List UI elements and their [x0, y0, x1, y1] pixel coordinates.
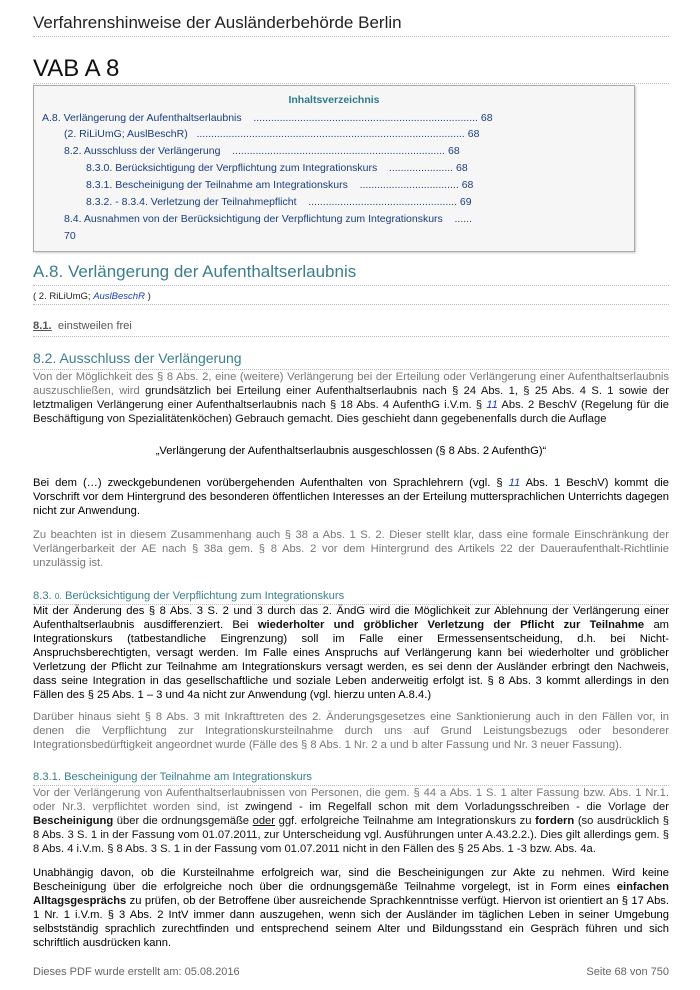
toc-item[interactable]: (2. RiLiUmG; AuslBeschR) ............................................................................................ 68: [64, 128, 480, 140]
section-8-3-0-para-2: Darüber hinaus sieht § 8 Abs. 3 mit Inkrafttreten des 2. Änderungsgesetzes eine Sanktionierung auch in den Fällen vor, in denen die Verpflichtung zur Integrationskursteilnahme durch uns auf Grund Leistungsbezugs oder besonderer Integrationsbedürftigkeit angeordnet wurde (Fälle des § 8 Abs. 1 Nr. 2 a und b alter Fassung und Nr. 3 neuer Fassung).: [33, 711, 669, 751]
toc-item-page[interactable]: 68: [461, 179, 474, 191]
site-title: Verfahrenshinweise der Ausländerbehörde Berlin: [33, 13, 402, 32]
section-8-2-para-3: Zu beachten ist in diesem Zusammenhang auch § 38 a Abs. 1 S. 2. Dieser stellt klar, dass eine formale Einschränkung der Verlängerbarkeit der AE nach § 38a gem. § 8 Abs. 2 vor dem Hintergrund des Artikels 22 der Daueraufenthalt-Richtlinie unzulässig ist.: [33, 529, 669, 569]
beschv-11-link[interactable]: 11: [486, 399, 498, 411]
page-title: VAB A 8: [33, 55, 120, 82]
toc-item[interactable]: 8.4. Ausnahmen von der Berücksichtigung der Verpflichtung zum Integrationskurs ......: [64, 213, 472, 225]
section-8-3-1-para-2: Unabhängig davon, ob die Kursteilnahme erfolgreich war, sind die Bescheinigungen zur Akte zu nehmen. Wird keine Bescheinigung über die erfolgreiche noch über die ordnungsgemäße Teilnahme vorgelegt, ist in Form eines einfachen Alltagsgesprächs zu prüfen, ob der Betroffene über ausreichende Sprachkenntnisse verfügt. Hiervon ist orientiert an § 17 Abs. 1 Nr. 1 i.V.m. § 3 Abs. 2 IntV immer dann auszugehen, wenn sich der Ausländer im täglichen Leben in seiner Umgebung selbstständig sprachlich zurechtfinden und entsprechend seinem Alter und Bildungsstand ein Gespräch führen und sich schriftlich ausdrücken kann.: [33, 867, 669, 949]
divider: [33, 304, 669, 305]
toc-item-page[interactable]: 68: [456, 162, 468, 174]
toc-item[interactable]: 8.3.2. - 8.3.4. Verletzung der Teilnahmepflicht ................................................... 69: [86, 196, 472, 208]
quote: „Verlängerung der Aufenthaltserlaubnis ausgeschlossen (§ 8 Abs. 2 AufenthG)“: [155, 445, 547, 457]
toc-item[interactable]: 8.2. Ausschluss der Verlängerung ......................................................................... 68: [64, 145, 460, 157]
beschv-11-link[interactable]: 11: [508, 477, 521, 489]
footer-page-number: Seite 68 von 750: [586, 966, 669, 978]
toc-item-page[interactable]: 68: [448, 145, 460, 157]
toc-item-page[interactable]: 68: [467, 128, 480, 140]
section-8-2-title: 8.2. Ausschluss der Verlängerung: [33, 350, 242, 366]
section-8-3-0-title: 8.3. 0. Berücksichtigung der Verpflichtung zum Integrationskurs: [33, 590, 345, 602]
section-8-3-1-title: 8.3.1. Bescheinigung der Teilnahme am Integrationskurs: [33, 771, 313, 783]
toc-item-label[interactable]: (2. RiLiUmG; AuslBeschR): [64, 128, 188, 140]
divider: [33, 336, 669, 337]
section-8-3-1-para-1: Vor der Verlängerung von Aufenthaltserlaubnissen von Personen, die gem. § 44 a Abs. 1 S. 1 alter Fassung bzw. Abs. 1 Nr.1. oder Nr.3. verpflichtet worden sind, ist zwingend - im Regelfall schon mit dem Vorladungsschreiben - die Vorlage der Bescheinigung über die ordnungsgemäße oder ggf. erfolgreiche Teilnahme am Integrationskurs zu fordern (so ausdrücklich § 8 Abs. 3 S. 1 in der Fassung vom 01.07.2011, zur Unterscheidung vgl. Ausführungen unter A.43.2.2.). Dies gilt allerdings gem. § 8 Abs. 4 i.V.m. § 8 Abs. 3 S. 1 in der Fassung vom 01.07.2011 nicht in den Fällen des § 25 Abs. 1 -3 bzw. Abs. 4a.: [33, 787, 669, 855]
section-8-2-para-2: Bei dem (…) zweckgebundenen vorübergehenden Aufenthalten von Sprachlehrern (vgl. § 11 Abs. 1 BeschV) kommt die Vorschrift vor dem Hintergrund des besonderen öffentlichen Interesses an der Erteilung muttersprachlichen Unterrichts dagegen nicht zur Anwendung.: [33, 477, 669, 517]
divider: [33, 36, 669, 37]
section-8-3-0-para-1: Mit der Änderung des § 8 Abs. 3 S. 2 und 3 durch das 2. ÄndG wird die Möglichkeit zur Ablehnung der Verlängerung einer Aufenthaltserlaubnis ausdifferenziert. Bei wiederholter und gröblicher Verletzung der Pflicht zur Teilnahme am Integrationskurs (tatbestandliche Eingrenzung) soll im Falle einer Ermessensentscheidung, d.h. bei Nicht-Anspruchsberechtigten, versagt werden. Im Falle eines Anspruchs auf Verlängerung kann bei wiederholter und gröblicher Verletzung der Pflicht zur Teilnahme am Integrationskurs versagt werden, es sei denn der Ausländer erbringt den Nachweis, dass seine Integration in das gesellschaftliche und soziale Leben anderweitig erfolgt ist. § 8 Abs. 3 kommt allerdings in den Fällen des § 25 Abs. 1 – 3 und 4a nicht zur Anwendung (vgl. hierzu unten A.8.4.): [33, 605, 670, 701]
toc-item-label[interactable]: 8.3.0. Berücksichtigung der Verpflichtung zum Integrationskurs: [86, 162, 378, 174]
toc-item[interactable]: A.8. Verlängerung der Aufenthaltserlaubnis ............................................................................. 68: [42, 112, 493, 124]
toc-item-label[interactable]: 8.3.2. - 8.3.4. Verletzung der Teilnahmepflicht: [86, 196, 297, 208]
toc-item-label[interactable]: 8.3.1. Bescheinigung der Teilnahme am Integrationskurs: [86, 179, 348, 191]
source-reference: ( 2. RiLiUmG; AuslBeschR ): [33, 291, 151, 302]
table-of-contents: [33, 85, 635, 252]
toc-item-page[interactable]: 69: [459, 196, 472, 208]
section-8-1: 8.1. einstweilen frei: [33, 320, 132, 332]
footer-created-date: Dieses PDF wurde erstellt am: 05.08.2016: [33, 966, 240, 978]
divider: [33, 83, 669, 84]
section-8-2-para-1: Von der Möglichkeit des § 8 Abs. 2, eine (weitere) Verlängerung bei der Erteilung oder Verlängerung einer Aufenthaltserlaubnis auszuschließen, wird grundsätzlich bei Erteilung einer Aufenthaltserlaubnis nach § 24 Abs. 1, § 25 Abs. 4 S. 1 sowie der letztmaligen Verlängerung einer Aufenthaltserlaubnis nach § 18 Abs. 4 AufenthG i.V.m. § 11 Abs. 2 BeschV (Regelung für die Beschäftigung von Spezialitätenköchen) Gebrauch gemacht. Dies geschieht dann gegebenenfalls durch die Auflage: [33, 371, 669, 425]
toc-item-label[interactable]: A.8. Verlängerung der Aufenthaltserlaubnis: [42, 112, 242, 124]
toc-item-label[interactable]: 8.4. Ausnahmen von der Berücksichtigung der Verpflichtung zum Integrationskurs: [64, 213, 443, 225]
toc-heading: Inhaltsverzeichnis: [288, 94, 380, 106]
toc-item[interactable]: 8.3.0. Berücksichtigung der Verpflichtung zum Integrationskurs ...................... 68: [86, 162, 468, 174]
toc-item[interactable]: 8.3.1. Bescheinigung der Teilnahme am Integrationskurs .................................. 68: [86, 179, 474, 191]
toc-item-label[interactable]: 8.2. Ausschluss der Verlängerung: [64, 145, 221, 157]
toc-item-page[interactable]: 68: [480, 112, 493, 124]
toc-item-page[interactable]: 70: [64, 230, 76, 242]
auslbeschr-link[interactable]: AuslBeschR: [93, 291, 145, 302]
divider: [33, 285, 669, 286]
section-title: A.8. Verlängerung der Aufenthaltserlaubnis: [33, 262, 357, 281]
